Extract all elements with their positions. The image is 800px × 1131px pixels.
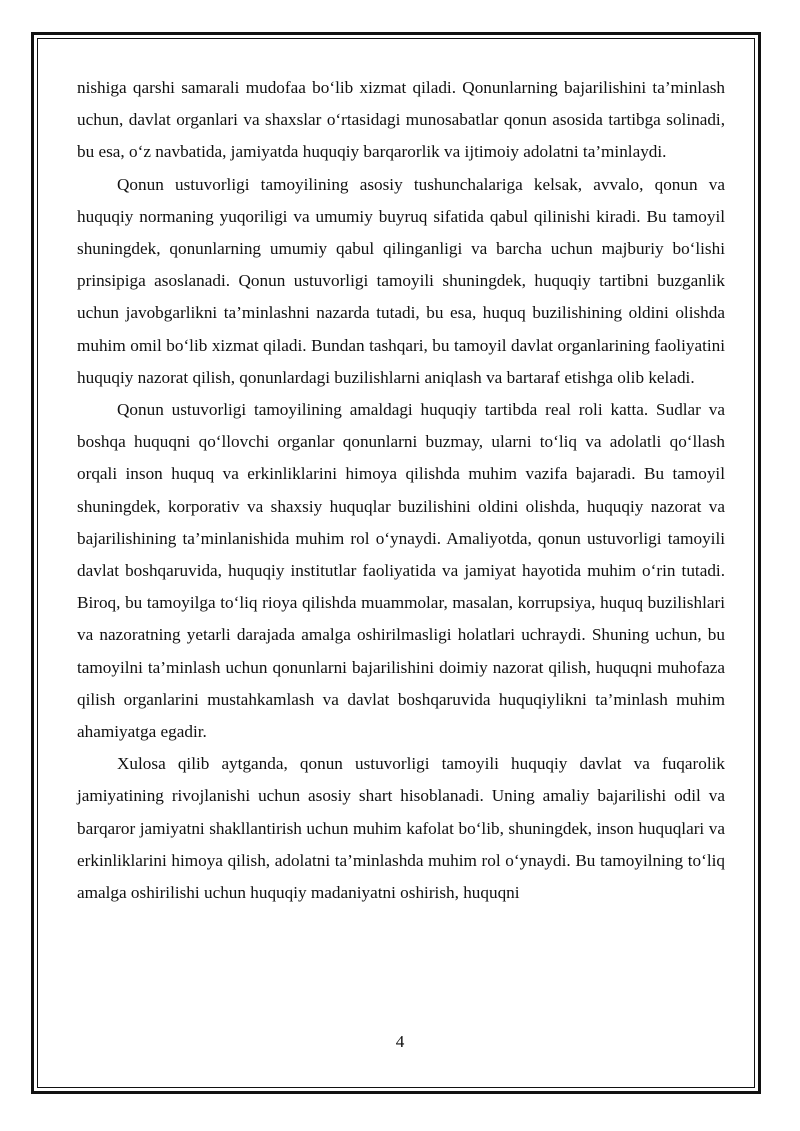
paragraph-continuation: nishiga qarshi samarali mudofaa bo‘lib xizmat qiladi. Qonunlarning bajarilishini ta’minlash uchun, davlat organlari va shaxslar o‘rtasidagi munosabatlar qonun asosida tartibga solinadi, bu esa, o‘z navbatida, jamiyatda huquqiy barqarorlik va ijtimoiy adolatni ta’minlaydi. (77, 78, 725, 162)
paragraph-conclusion: Xulosa qilib aytganda, qonun ustuvorligi tamoyili huquqiy davlat va fuqarolik jamiyatining rivojlanishi uchun asosiy shart hisoblanadi. Uning amaliy bajarilishi odil va barqaror jamiyatni shakllantirish uchun muhim kafolat bo‘lib, shuningdek, inson huquqlari va erkinliklarini himoya qilish, adolatni ta’minlashda muhim rol o‘ynaydi. Bu tamoyilning to‘liq amalga oshirilishi uchun huquqiy madaniyatni oshirish, huquqni (77, 754, 725, 903)
page-number: 4 (395, 1032, 405, 1051)
paragraph-basic-concepts: Qonun ustuvorligi tamoyilining asosiy tushunchalariga kelsak, avvalo, qonun va huquqiy normaning yuqoriligi va umumiy buyruq sifatida qabul qilinishi kiradi. Bu tamoyil shuningdek, qonunlarning umumiy qabul qilinganligi va barcha uchun majburiy bo‘lishi prinsipiga asoslanadi. Qonun ustuvorligi tamoyili shuningdek, huquqiy tartibni buzganlik uchun javobgarlikni ta’minlashni nazarda tutadi, bu esa, huquq buzilishining oldini olishda muhim omil bo‘lib xizmat qiladi. Bundan tashqari, bu tamoyil davlat organlarining faoliyatini huquqiy nazorat qilish, qonunlardagi buzilishlarni aniqlash va bartaraf etishga olib keladi. (77, 174, 725, 387)
paragraph-practical-role: Qonun ustuvorligi tamoyilining amaldagi huquqiy tartibda real roli katta. Sudlar va boshqa huquqni qo‘llovchi organlar qonunlarni buzmay, ularni to‘liq va adolatli qo‘llash orqali inson huquq va erkinliklarini himoya qilishda muhim vazifa bajaradi. Bu tamoyil shuningdek, korporativ va shaxsiy huquqlar buzilishini oldini olishda, huquqiy nazorat va bajarilishining ta’minlanishida muhim rol o‘ynaydi. Amaliyotda, qonun ustuvorligi tamoyili davlat boshqaruvida, huquqiy institutlar faoliyatida va jamiyat hayotida muhim o‘rin tutadi. Biroq, bu tamoyilga to‘liq rioya qilishda muammolar, masalan, korrupsiya, huquq buzilishlari va nazoratning yetarli darajada amalga oshirilmasligi holatlari uchraydi. Shuning uchun, bu tamoyilni ta’minlash uchun qonunlarni bajarilishini doimiy nazorat qilish, huquqni muhofaza qilish organlarini mustahkamlash va davlat boshqaruvida huquqiylikni ta’minlash muhim ahamiyatga egadir. (77, 400, 725, 742)
page-body (77, 72, 725, 909)
